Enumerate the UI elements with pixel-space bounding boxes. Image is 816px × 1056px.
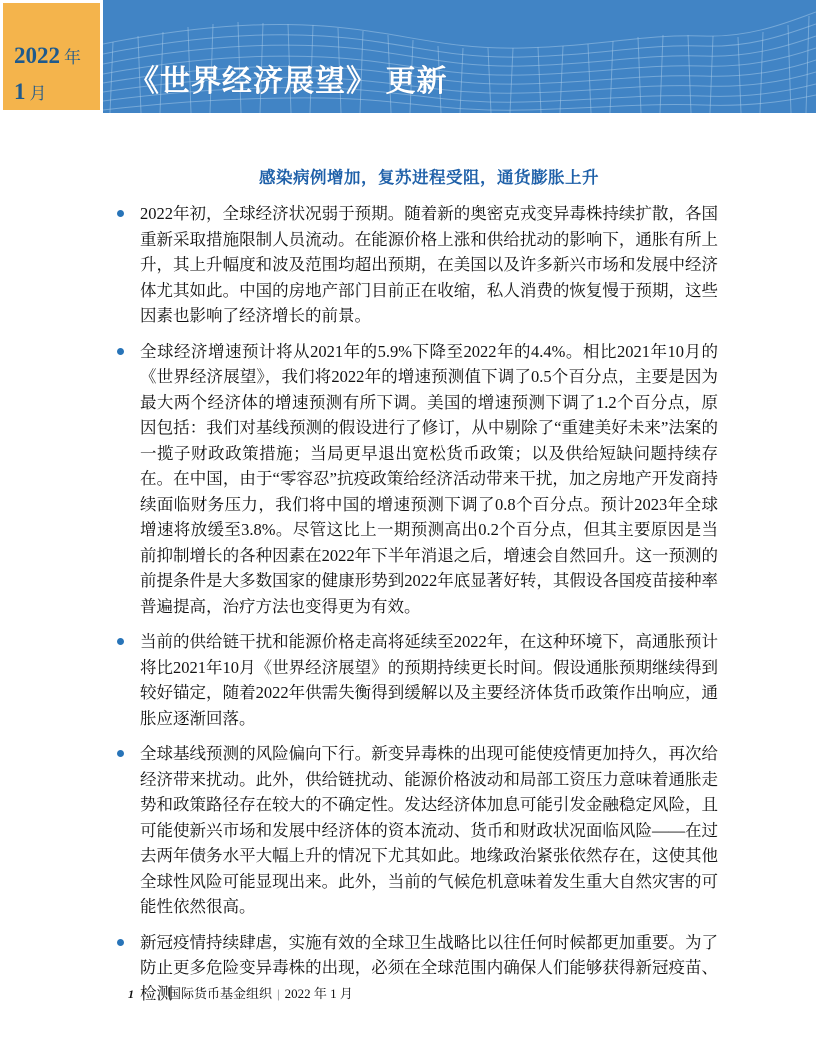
bullet-item [140, 629, 718, 731]
bullet-item [140, 339, 718, 620]
bullet-text: 全球经济增速预计将从2021年的5.9%下降至2022年的4.4%。相比2021年10月的《世界经济展望》，我们将2022年的增速预测值下调了0.5个百分点，主要是因为最大两个经济体的增速预测有所下调。美国的增速预测下调了1.2个百分点，原因包括：我们对基线预测的假设进行了修订，从中剔除了“重建美好未来”法案的一揽子财政政策措施；当局更早退出宽松货币政策；以及供给短缺问题持续存在。在中国，由于“零容忍”抗疫政策给经济活动带来干扰，加之房地产开发商持续面临财务压力，我们将中国的增速预测下调了0.8个百分点。预计2023年全球增速将放缓至3.8%。尽管这比上一期预测高出0.2个百分点，但其主要原因是当前抑制增长的各种因素在2022年下半年消退之后，增速会自然回升。这一预测的前提条件是大多数国家的健康形势到2022年底显著好转，其假设各国疫苗接种率普遍提高，治疗方法也变得更为有效。 [140, 341, 718, 616]
bullet-text: 2022年初，全球经济状况弱于预期。随着新的奥密克戎变异毒株持续扩散，各国重新采取措施限制人员流动。在能源价格上涨和供给扰动的影响下，通胀有所上升，其上升幅度和波及范围均超出预期，在美国以及许多新兴市场和发展中经济体尤其如此。中国的房地产部门目前正在收缩，私人消费的恢复慢于预期，这些因素也影响了经济增长的前景。 [140, 204, 718, 325]
bullet-text: 新冠疫情持续肆虐，实施有效的全球卫生战略比以往任何时候都更加重要。为了防止更多危险变异毒株的出现，必须在全球范围内确保人们能够获得新冠疫苗、检测 [140, 932, 718, 1003]
bullet-marker-icon [117, 210, 124, 217]
bullet-marker-icon [117, 750, 124, 757]
article-body [140, 164, 718, 1006]
page-number: 1 [128, 987, 134, 1001]
bullet-text: 全球基线预测的风险偏向下行。新变异毒株的出现可能使疫情更加持久，再次给经济带来扰动。此外，供给链扰动、能源价格波动和局部工资压力意味着通胀走势和政策路径存在较大的不确定性。发达经济体加息可能引发金融稳定风险，且可能使新兴市场和发展中经济体的资本流动、货币和财政状况面临风险——在过去两年债务水平大幅上升的情况下尤其如此。地缘政治紧张依然存在，这使其他全球性风险可能显现出来。此外，当前的气候危机意味着发生重大自然灾害的可能性依然很高。 [140, 744, 718, 916]
bullet-list [140, 201, 718, 1006]
page-footer [128, 983, 353, 1002]
title-banner [103, 0, 816, 113]
bullet-marker-icon [117, 348, 124, 355]
issue-date-box [3, 3, 100, 110]
bullet-marker-icon [117, 939, 124, 946]
bullet-marker-icon [117, 638, 124, 645]
bullet-text: 当前的供给链干扰和能源价格走高将延续至2022年，在这种环境下，高通胀预计将比2021年10月《世界经济展望》的预期持续更长时间。假设通胀预期继续得到较好锚定，随着2022年供需失衡得到缓解以及主要经济体货币政策作出响应，通胀应逐渐回落。 [140, 632, 718, 728]
issue-month: 1 月 [14, 79, 47, 104]
bullet-item [140, 741, 718, 920]
footer-separator: | [277, 986, 280, 1001]
document-title: 《世界经济展望》 更新 [129, 65, 448, 98]
footer-org: 国际货币基金组织 [168, 986, 273, 1001]
bullet-item [140, 201, 718, 329]
footer-date: 2022 年 1 月 [284, 986, 353, 1001]
article-heading: 感染病例增加，复苏进程受阻，通货膨胀上升 [259, 168, 599, 187]
issue-year: 2022 年 [14, 43, 81, 68]
